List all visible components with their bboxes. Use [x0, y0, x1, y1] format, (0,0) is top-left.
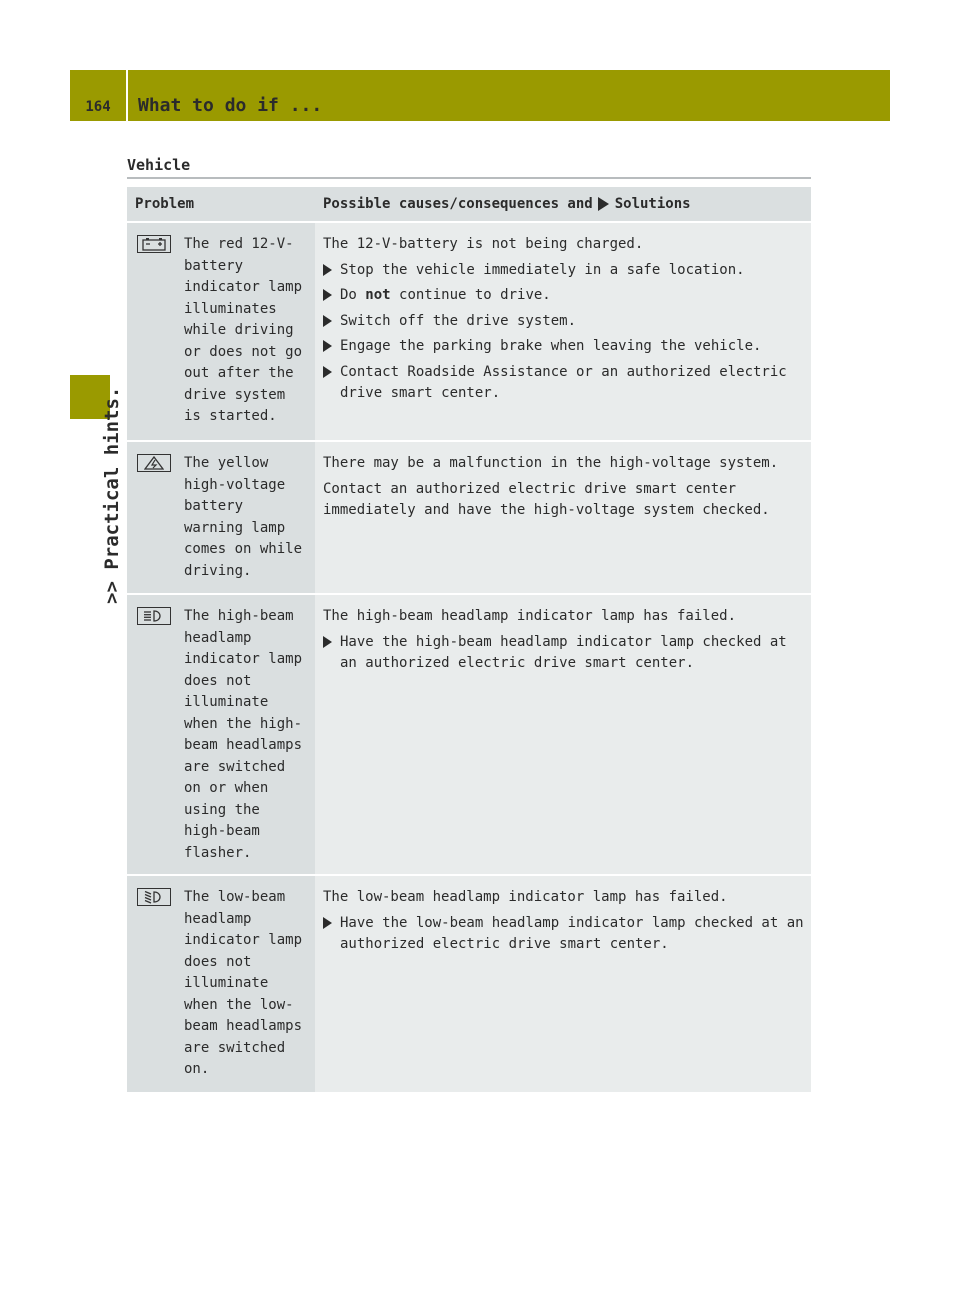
- solution-cell: [315, 442, 811, 593]
- table-row: [127, 440, 811, 593]
- header-problem: Problem: [135, 196, 195, 212]
- battery-icon: [137, 235, 171, 253]
- problem-table: [127, 187, 811, 1092]
- problem-text: The red 12-V-battery indicator lamp illuminates while driving or does not go out after the drive system is started.: [184, 236, 303, 424]
- page-number: 164: [85, 99, 111, 115]
- problem-cell: [127, 442, 315, 593]
- table-row: [127, 221, 811, 440]
- arrow-icon: [598, 197, 609, 211]
- header-divider: [126, 70, 128, 121]
- step-arrow-icon: [323, 366, 332, 378]
- section-title: Vehicle: [127, 156, 191, 174]
- solution-step: Switch off the drive system.: [323, 311, 805, 333]
- cause-text: There may be a malfunction in the high-voltage system.: [323, 455, 779, 471]
- problem-cell: [127, 876, 315, 1092]
- cause-text: The 12-V-battery is not being charged.: [323, 236, 644, 252]
- table-row: [127, 593, 811, 874]
- table-row: [127, 874, 811, 1092]
- high-beam-icon: [137, 607, 171, 625]
- solution-step: Do not continue to drive.: [323, 285, 805, 307]
- problem-text: The yellow high-voltage battery warning lamp comes on while driving.: [184, 455, 303, 579]
- problem-cell: [127, 223, 315, 440]
- cause-text: The low-beam headlamp indicator lamp has failed.: [323, 889, 728, 905]
- solution-step: Have the low-beam headlamp indicator lamp checked at an authorized electric drive smart center.: [323, 913, 805, 956]
- problem-text: The low-beam headlamp indicator lamp does not illuminate when the low-beam headlamps are switched on.: [184, 889, 303, 1077]
- cause-text: The high-beam headlamp indicator lamp has failed.: [323, 608, 737, 624]
- side-chapter-label: >> Practical hints.: [101, 386, 123, 604]
- step-arrow-icon: [323, 917, 332, 929]
- header-solutions-right: Solutions: [614, 196, 691, 212]
- solution-step: Engage the parking brake when leaving the vehicle.: [323, 336, 805, 358]
- high-voltage-warning-icon: [137, 454, 171, 472]
- problem-text: The high-beam headlamp indicator lamp does not illuminate when the high-beam headlamps are switched on or when using the high-beam flasher.: [184, 608, 303, 861]
- solution-cell: [315, 876, 811, 1092]
- table-header: [127, 187, 811, 221]
- problem-cell: [127, 595, 315, 874]
- chapter-title: What to do if ...: [138, 95, 323, 116]
- section-rule: [127, 177, 811, 179]
- step-arrow-icon: [323, 340, 332, 352]
- solution-step: Have the high-beam headlamp indicator lamp checked at an authorized electric drive smart center.: [323, 632, 805, 675]
- low-beam-icon: [137, 888, 171, 906]
- step-arrow-icon: [323, 289, 332, 301]
- header-solutions: [315, 187, 811, 221]
- step-arrow-icon: [323, 264, 332, 276]
- solution-step: Stop the vehicle immediately in a safe location.: [323, 260, 805, 282]
- step-arrow-icon: [323, 636, 332, 648]
- solution-cell: [315, 223, 811, 440]
- step-arrow-icon: [323, 315, 332, 327]
- header-solutions-left: Possible causes/consequences and: [323, 196, 593, 212]
- solution-step: Contact Roadside Assistance or an authorized electric drive smart center.: [323, 362, 805, 405]
- cause-text: Contact an authorized electric drive smart center immediately and have the high-voltage system checked.: [323, 480, 770, 518]
- solution-cell: [315, 595, 811, 874]
